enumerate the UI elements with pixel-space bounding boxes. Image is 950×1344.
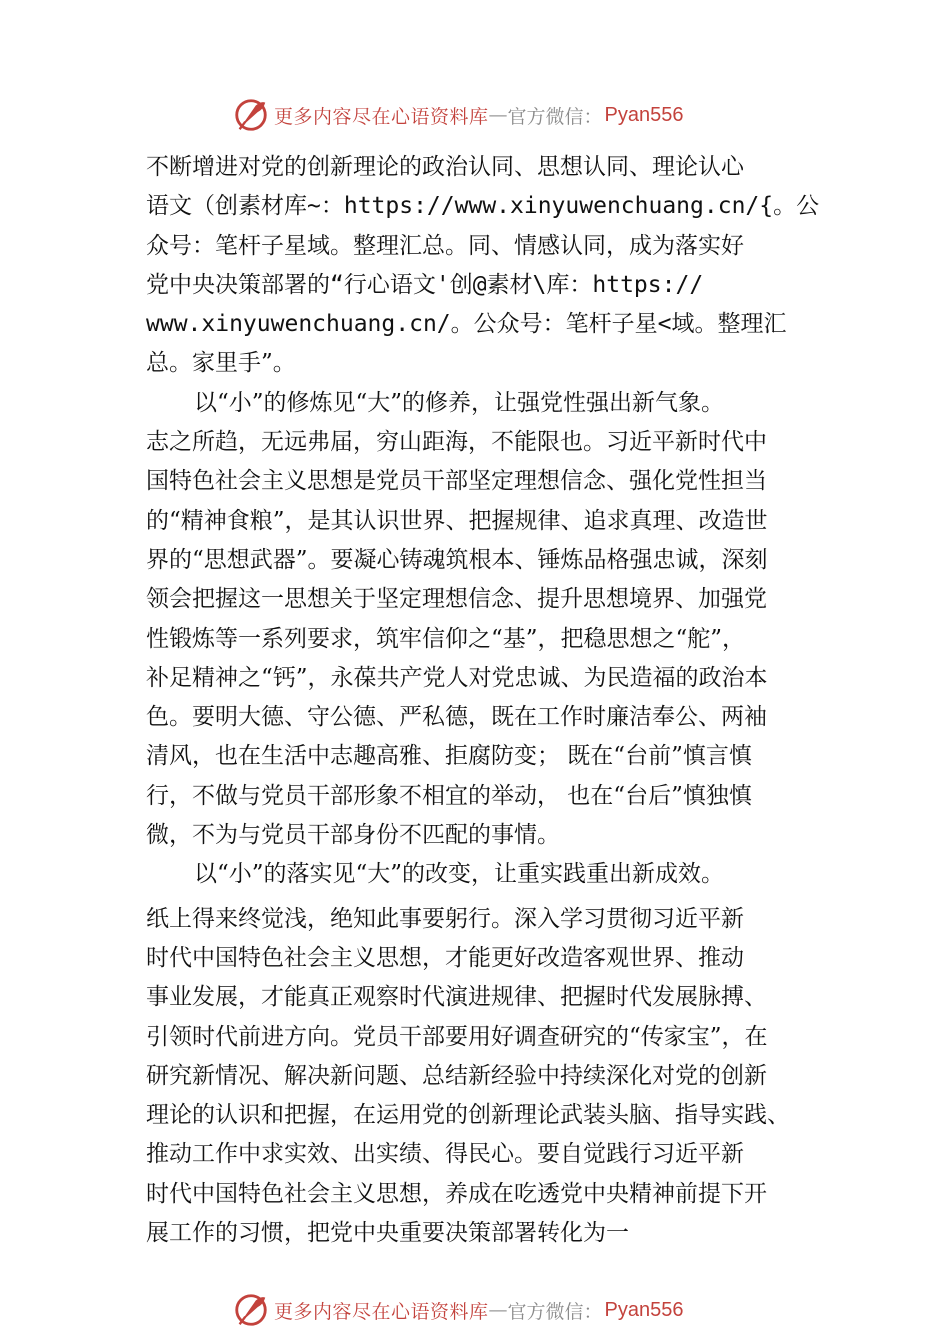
watermark-separator: — (488, 1299, 508, 1321)
wechat-label: 官方微信： (507, 105, 603, 128)
text-line: 语文（创素材库~：https://www.xinyuwenchuang.cn/{。公 (146, 193, 820, 220)
quill-logo-icon (232, 1291, 270, 1329)
quill-logo-icon (232, 96, 270, 134)
text-line: 众号：笔杆子星域。整理汇总。同、情感认同，成为落实好 (146, 232, 744, 259)
text-line: 界的“思想武器”。要凝心铸魂筑根本、锤炼品格强忠诚，深刻 (146, 546, 768, 573)
watermark-text: 更多内容尽在心语资料库 (274, 105, 489, 128)
watermark-text: 更多内容尽在心语资料库 (274, 1300, 489, 1323)
text-line: 微，不为与党员干部身份不匹配的事情。 (146, 822, 560, 849)
text-line: 行，不做与党员干部形象不相宜的举动， 也在“台后”慎独慎 (146, 782, 752, 809)
text-line: 纸上得来终觉浅，绝知此事要躬行。深入学习贯彻习近平新 (146, 905, 744, 932)
text-line: 色。要明大德、守公德、严私德，既在工作时廉洁奉公、两袖 (146, 704, 767, 731)
text-line: 不断增进对党的创新理论的政治认同、思想认同、理论认心 (146, 154, 744, 180)
text-line: www.xinyuwenchuang.cn/。公众号：笔杆子星<域。整理汇 (146, 311, 787, 338)
section-heading-1: 以“小”的修炼见“大”的修养，让强党性强出新气象。 (194, 389, 725, 416)
text-line: 时代中国特色社会主义思想，养成在吃透党中央精神前提下开 (146, 1180, 767, 1207)
text-line: 事业发展，才能真正观察时代演进规律、把握时代发展脉搏、 (146, 984, 767, 1011)
text-line: 总。家里手”。 (146, 350, 296, 377)
text-line: 志之所趋，无远弗届，穷山距海，不能限也。习近平新时代中 (146, 429, 767, 456)
text-line: 推动工作中求实效、出实绩、得民心。要自觉践行习近平新 (146, 1141, 744, 1168)
wechat-id: Pyan556 (604, 103, 684, 126)
wechat-id: Pyan556 (604, 1298, 684, 1321)
document-body (146, 148, 846, 1253)
text-line: 展工作的习惯，把党中央重要决策部署转化为一 (146, 1220, 629, 1247)
text-line: 党中央决策部署的“行心语文'创@素材\库：https:// (146, 271, 704, 298)
wechat-label: 官方微信： (507, 1300, 603, 1323)
text-line: 研究新情况、解决新问题、总结新经验中持续深化对党的创新 (146, 1062, 767, 1089)
footer-watermark (232, 1290, 684, 1330)
text-line: 理论的认识和把握，在运用党的创新理论武装头脑、指导实践、 (146, 1102, 790, 1129)
header-watermark (232, 95, 684, 135)
text-line: 清风，也在生活中志趣高雅、拒腐防变； 既在“台前”慎言慎 (146, 743, 752, 770)
text-line: 的“精神食粮”，是其认识世界、把握规律、追求真理、改造世 (146, 507, 768, 534)
section-heading-2: 以“小”的落实见“大”的改变，让重实践重出新成效。 (194, 861, 725, 888)
text-line: 性锻炼等一系列要求，筑牢信仰之“基”，把稳思想之“舵”， (146, 625, 746, 652)
text-line: 国特色社会主义思想是党员干部坚定理想信念、强化党性担当 (146, 468, 767, 495)
text-line: 时代中国特色社会主义思想，才能更好改造客观世界、推动 (146, 944, 744, 971)
watermark-separator: — (488, 104, 508, 126)
text-line: 补足精神之“钙”，永葆共产党人对党忠诚、为民造福的政治本 (146, 664, 768, 691)
text-line: 引领时代前进方向。党员干部要用好调查研究的“传家宝”，在 (146, 1023, 768, 1050)
text-line: 领会把握这一思想关于坚定理想信念、提升思想境界、加强党 (146, 586, 767, 613)
